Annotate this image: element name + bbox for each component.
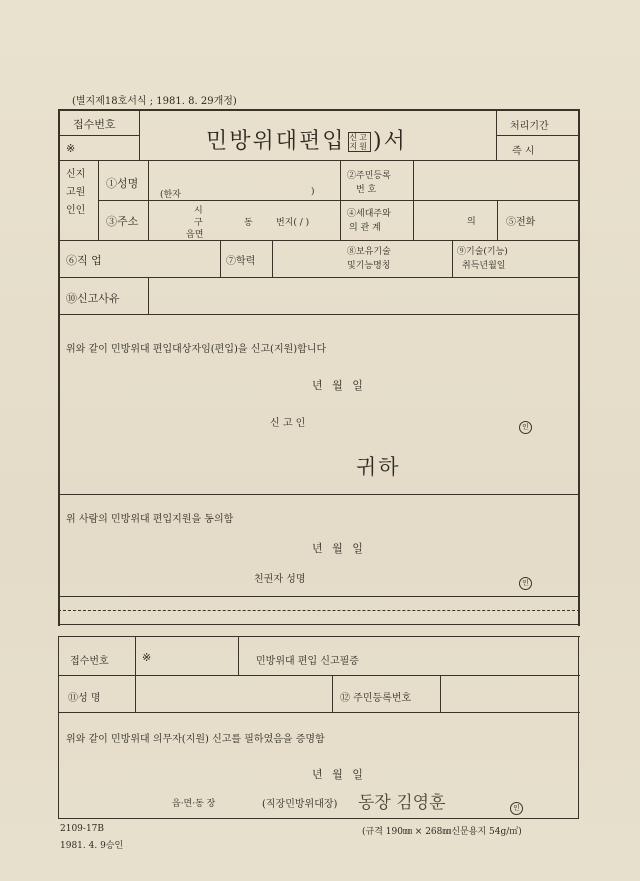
declarant-label: 신 고 인 xyxy=(270,418,306,429)
seal-mark: 인 xyxy=(519,421,532,434)
receipt-title: 민방위대 편입 신고필증 xyxy=(256,656,359,667)
issuer-seal xyxy=(510,795,523,815)
relation-label-a: ④세대주와 xyxy=(347,209,391,219)
paper-spec: (규격 190㎜ × 268㎜신문용지 54g/㎡) xyxy=(362,827,522,837)
receipt-date: 년 월 일 xyxy=(312,768,366,781)
relation-label-b: 의 관 계 xyxy=(349,223,381,233)
receipt-receipt-number-label: 접수번호 xyxy=(70,656,109,667)
skill-label-a: ⑨기술(기능) xyxy=(457,247,508,257)
processing-period-label: 처리기간 xyxy=(510,121,549,132)
skill-label-b: 취득년월일 xyxy=(462,261,506,271)
form-code: 2109-17B xyxy=(60,824,105,834)
title-option-report: 신고 xyxy=(349,133,369,142)
form-title-main: 민방위대편입 xyxy=(206,129,346,154)
processing-period-value: 즉 시 xyxy=(512,146,535,157)
guardian-seal xyxy=(519,570,532,590)
address-unit-eupmyeon: 읍면 xyxy=(186,230,204,240)
address-beonji: 번지( / ) xyxy=(276,218,310,228)
reason-label: ⑩신고사유 xyxy=(66,292,120,305)
certify-text: 위와 같이 민방위대 의무자(지원) 신고를 필하였음을 증명함 xyxy=(66,734,325,745)
receipt-name-label: ⑪성 명 xyxy=(68,693,101,704)
issuer-title: (직장민방위대장) xyxy=(262,799,338,810)
seal-mark: 인 xyxy=(519,577,532,590)
declarant-seal xyxy=(519,414,532,434)
title-option-apply: 지원 xyxy=(349,142,369,151)
consent-text: 위 사람의 민방위대 편입지원을 동의함 xyxy=(66,514,234,525)
receipt-number-label: 접수번호 xyxy=(73,118,116,131)
relation-of: 의 xyxy=(467,217,476,227)
form-title xyxy=(206,124,407,155)
address-dong: 동 xyxy=(244,218,253,228)
license-label-a: ⑧보유기술 xyxy=(347,247,391,257)
seal-mark: 인 xyxy=(510,802,523,815)
name-label: ①성명 xyxy=(106,177,139,190)
approval-date: 1981. 4. 9승인 xyxy=(60,841,124,851)
address-unit-gu: 구 xyxy=(194,218,203,228)
education-label: ⑦학력 xyxy=(226,256,256,267)
consent-date: 년 월 일 xyxy=(312,542,366,555)
form-title-tail: )서 xyxy=(372,129,407,154)
name-hanja-note: (한자 xyxy=(160,190,181,200)
phone-label: ⑤전화 xyxy=(506,217,536,228)
name-hanja-close: ) xyxy=(311,187,315,197)
declaration-date: 년 월 일 xyxy=(312,379,366,392)
receipt-receipt-number-mark: ※ xyxy=(142,651,152,664)
issuer-prefix: 읍·면·동 장 xyxy=(172,799,216,809)
declaration-text: 위와 같이 민방위대 편입대상자임(편입)을 신고(지원)합니다 xyxy=(66,344,327,355)
license-label-b: 및기능명칭 xyxy=(347,261,391,271)
addressee: 귀하 xyxy=(356,455,401,479)
rrn-label-a: ②주민등록 xyxy=(347,171,391,181)
issuer-handwritten-signature: 동장 김영훈 xyxy=(358,793,446,813)
guardian-label: 친권자 성명 xyxy=(254,574,306,585)
rrn-label-b: 번 호 xyxy=(356,185,377,195)
address-unit-si: 시 xyxy=(194,206,203,216)
form-header-note: (별지제18호서식 ; 1981. 8. 29개정) xyxy=(72,96,237,107)
address-label: ③주소 xyxy=(106,215,139,228)
receipt-rrn-label: ⑫ 주민등록번호 xyxy=(340,693,412,704)
form-title-options xyxy=(348,132,371,152)
side-label-3: 인인 xyxy=(66,205,86,216)
applicant-side-label xyxy=(66,166,96,220)
side-label-1: 신지 xyxy=(66,169,86,180)
occupation-label: ⑥직 업 xyxy=(66,254,102,267)
receipt-number-mark: ※ xyxy=(66,142,76,155)
side-label-2: 고원 xyxy=(66,187,86,198)
